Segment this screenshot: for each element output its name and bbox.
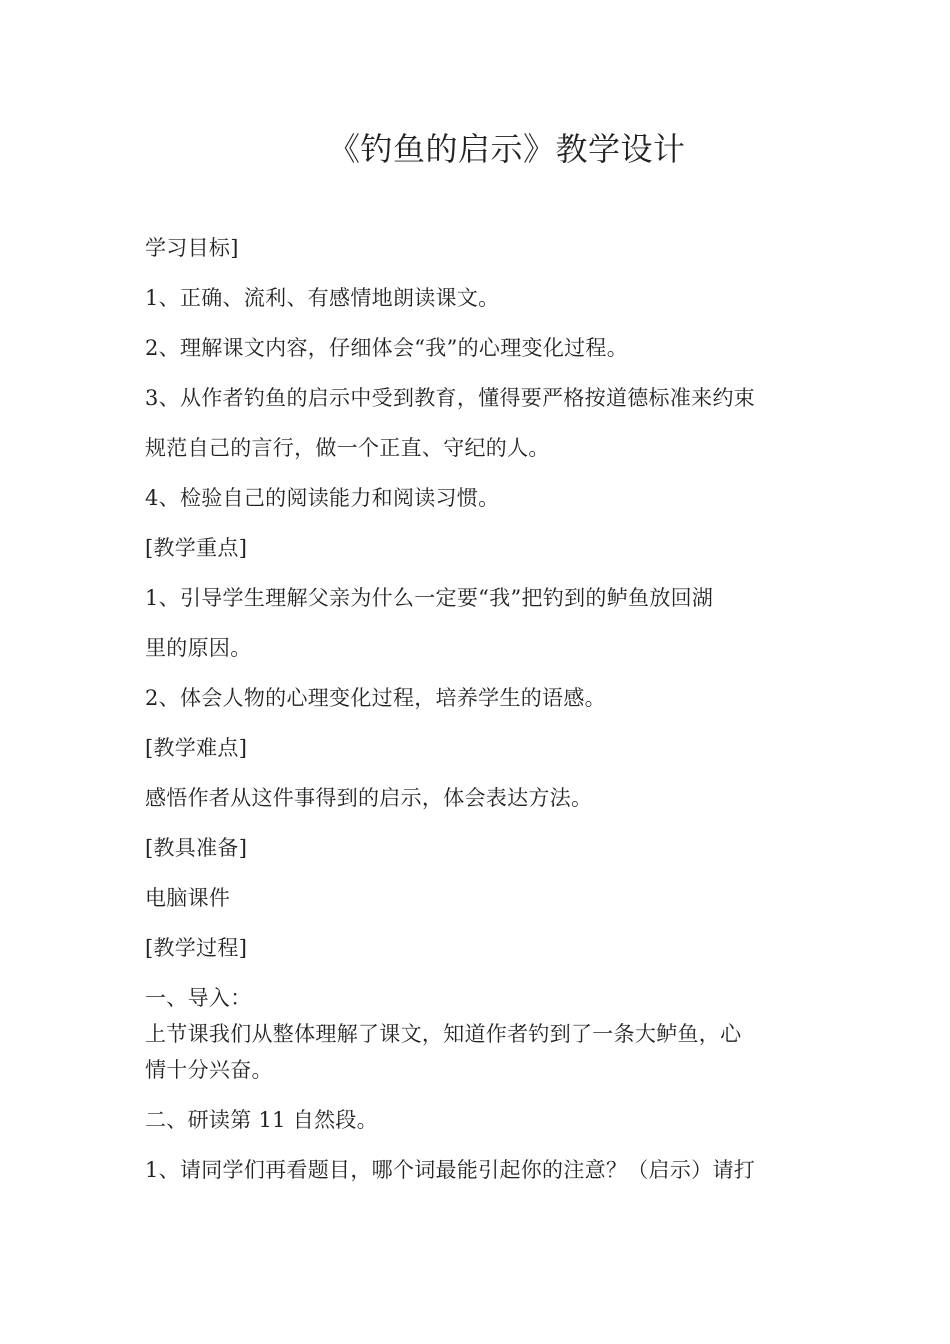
paragraph-line: 上节课我们从整体理解了课文，知道作者钓到了一条大鲈鱼，心 [145,1022,742,1046]
document-title: 《钓鱼的启示》教学设计 [328,130,686,168]
section-heading-key-points: [教学重点] [145,536,248,560]
paragraph-line: 1、正确、流利、有感情地朗读课文。 [145,286,500,310]
section-heading-materials: [教具准备] [145,836,248,860]
section-heading-difficulties: [教学难点] [145,736,248,760]
paragraph-line: 二、研读第 11 自然段。 [145,1108,378,1132]
section-heading-process: [教学过程] [145,936,248,960]
paragraph-line: 情十分兴奋。 [145,1058,273,1082]
paragraph-line: 感悟作者从这件事得到的启示，体会表达方法。 [145,786,593,810]
paragraph-line: 里的原因。 [145,636,252,660]
section-heading-objectives: 学习目标] [145,236,239,260]
paragraph-line: 4、检验自己的阅读能力和阅读习惯。 [145,486,500,510]
paragraph-line: 2、体会人物的心理变化过程，培养学生的语感。 [145,686,606,710]
paragraph-line: 2、理解课文内容，仔细体会“我”的心理变化过程。 [145,336,629,360]
paragraph-line: 电脑课件 [145,886,231,910]
paragraph-line: 一、导入： [145,986,252,1010]
paragraph-line: 1、请同学们再看题目，哪个词最能引起你的注意？（启示）请打 [145,1158,756,1182]
paragraph-line: 1、引导学生理解父亲为什么一定要“我”把钓到的鲈鱼放回湖 [145,586,714,610]
paragraph-line: 规范自己的言行，做一个正直、守纪的人。 [145,436,550,460]
paragraph-line: 3、从作者钓鱼的启示中受到教育，懂得要严格按道德标准来约束 [145,386,756,410]
